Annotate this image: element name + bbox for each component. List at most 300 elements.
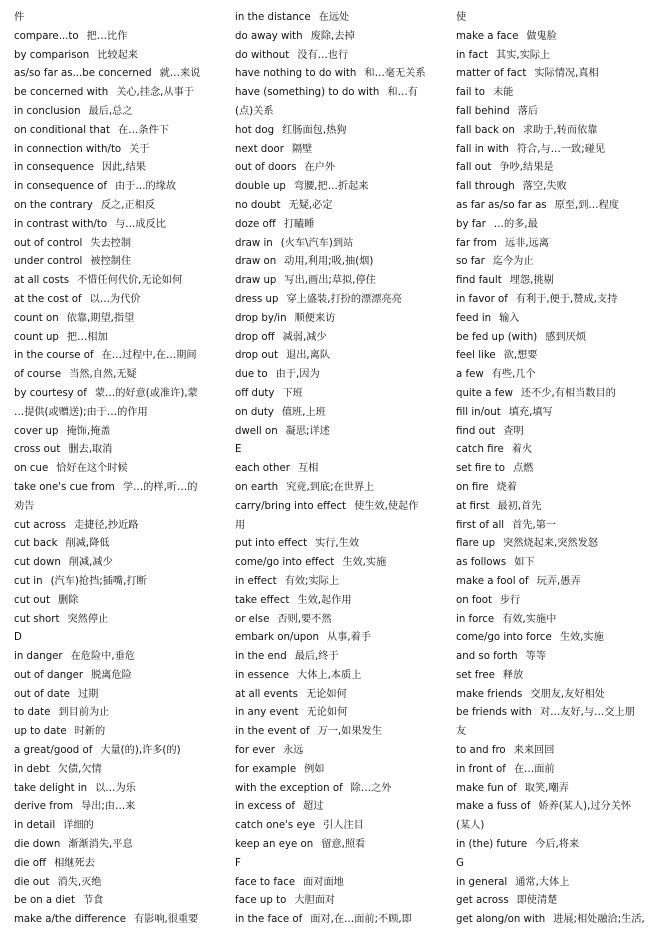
phrase-translation: 导出;由…来	[81, 801, 136, 813]
phrase-term: get across	[456, 895, 509, 907]
phrase-translation: 时新的	[74, 726, 106, 738]
phrase-entry	[235, 611, 438, 630]
phrase-translation: 在户外	[304, 162, 335, 174]
phrase-term: put into effect	[235, 538, 308, 550]
phrase-translation: (火车\汽车)到站	[280, 237, 354, 249]
phrase-term: at the cost of	[14, 293, 82, 305]
entry-continuation	[14, 498, 219, 517]
phrase-entry	[14, 723, 219, 742]
phrase-term: keep an eye on	[235, 839, 314, 851]
phrase-term: on fire	[456, 481, 489, 493]
phrase-term: in fact	[456, 49, 488, 61]
phrase-entry	[14, 592, 219, 611]
phrase-entry	[235, 686, 438, 705]
phrase-translation: 删去,取消	[68, 444, 113, 456]
phrase-term: count on	[14, 312, 59, 324]
phrase-translation: 如下	[514, 557, 535, 569]
phrase-translation: …提供(或赠送);由于…的作用	[14, 406, 148, 418]
phrase-term: be fed up (with)	[456, 331, 538, 343]
phrase-term: draw up	[235, 275, 277, 287]
phrase-entry	[456, 686, 659, 705]
phrase-term: out of control	[14, 237, 83, 249]
phrase-entry	[235, 385, 438, 404]
phrase-translation: 除…之外	[350, 782, 392, 794]
phrase-term: in (the) future	[456, 839, 528, 851]
phrase-entry	[14, 874, 219, 893]
phrase-translation: 关心,挂念,从事于	[116, 87, 194, 99]
phrase-entry	[14, 704, 219, 723]
phrase-translation: 在…面前	[513, 763, 555, 775]
phrase-term: far from	[456, 237, 497, 249]
column-right	[456, 9, 659, 930]
phrase-entry	[14, 911, 219, 930]
phrase-term: fail to	[456, 87, 485, 99]
phrase-term: come/go into effect	[235, 557, 335, 569]
phrase-translation: 下班	[282, 387, 303, 399]
phrase-term: on duty	[235, 406, 274, 418]
phrase-translation: 点燃	[512, 463, 534, 475]
phrase-translation: 无疑,必定	[288, 199, 333, 211]
phrase-term: out of doors	[235, 162, 297, 174]
phrase-translation: 有些,几个	[491, 369, 536, 381]
phrase-translation: 最后,总之	[88, 105, 133, 117]
phrase-term: in the end	[235, 651, 287, 663]
phrase-translation: 比较起来	[97, 49, 138, 61]
section-heading	[14, 9, 219, 28]
phrase-translation: 实际情况,真相	[534, 68, 599, 80]
phrase-translation: 在…条件下	[118, 124, 169, 136]
phrase-entry	[456, 141, 659, 160]
phrase-translation: 废除,去掉	[310, 30, 355, 42]
section-heading	[235, 855, 438, 874]
phrase-entry	[235, 629, 438, 648]
phrase-term: a few	[456, 369, 484, 381]
phrase-term: in the event of	[235, 726, 310, 738]
phrase-term: flare up	[456, 538, 496, 550]
phrase-translation: 把…相加	[66, 331, 108, 343]
heading-text: E	[235, 444, 242, 456]
phrase-entry	[14, 65, 219, 84]
phrase-entry	[456, 780, 659, 799]
phrase-entry	[14, 517, 219, 536]
phrase-entry	[456, 667, 659, 686]
phrase-entry	[235, 874, 438, 893]
phrase-term: drop out	[235, 350, 279, 362]
phrase-entry	[14, 761, 219, 780]
phrase-entry	[456, 122, 659, 141]
phrase-term: take one's cue from	[14, 481, 115, 493]
phrase-translation: 落后	[517, 105, 539, 117]
phrase-term: out of danger	[14, 669, 84, 681]
phrase-entry	[14, 441, 219, 460]
phrase-entry	[14, 291, 219, 310]
phrase-term: to date	[14, 707, 51, 719]
phrase-term: make friends	[456, 688, 523, 700]
phrase-entry	[456, 103, 659, 122]
phrase-translation: 隔壁	[291, 143, 313, 155]
phrase-entry	[235, 310, 438, 329]
entry-continuation	[235, 517, 438, 536]
phrase-term: do away with	[235, 30, 303, 42]
phrase-entry	[456, 611, 659, 630]
phrase-translation: 有影响,很重要	[133, 914, 199, 926]
phrase-entry	[14, 667, 219, 686]
phrase-term: in consequence of	[14, 181, 107, 193]
phrase-term: make a/the difference	[14, 914, 126, 926]
phrase-entry	[456, 592, 659, 611]
phrase-translation: 以…为乐	[95, 782, 136, 794]
phrase-translation: 渐渐消失,平息	[68, 839, 133, 851]
phrase-translation: 无论如何	[306, 707, 348, 719]
phrase-translation: 原至,到…程度	[554, 199, 619, 211]
phrase-entry	[235, 892, 438, 911]
phrase-entry	[456, 535, 659, 554]
phrase-term: at all events	[235, 688, 298, 700]
phrase-entry	[235, 366, 438, 385]
phrase-translation: 到目前为止	[58, 707, 110, 719]
phrase-term: with the exception of	[235, 782, 343, 794]
phrase-term: doze off	[235, 218, 276, 230]
phrase-translation: 相继死去	[54, 857, 95, 869]
section-heading	[456, 855, 659, 874]
phrase-translation: 以…为代价	[89, 293, 141, 305]
phrase-translation: 今后,将来	[535, 839, 580, 851]
phrase-entry	[235, 235, 438, 254]
phrase-translation: 因此,结果	[101, 162, 146, 174]
phrase-entry	[14, 648, 219, 667]
phrase-translation: (点)关系	[235, 105, 274, 117]
phrase-entry	[235, 761, 438, 780]
phrase-entry	[456, 648, 659, 667]
phrase-translation: 着火	[511, 444, 533, 456]
phrase-term: under control	[14, 256, 83, 268]
phrase-entry	[456, 629, 659, 648]
phrase-term: cross out	[14, 444, 61, 456]
phrase-entry	[14, 780, 219, 799]
phrase-translation: 例如	[304, 763, 325, 775]
phrase-translation: 动用,利用;吸,抽(烟)	[284, 256, 374, 268]
phrase-term: quite a few	[456, 387, 513, 399]
phrase-term: no doubt	[235, 199, 281, 211]
phrase-entry	[235, 423, 438, 442]
phrase-translation: 远非,远离	[504, 237, 549, 249]
phrase-term: in essence	[235, 669, 290, 681]
phrase-term: fall in with	[456, 143, 509, 155]
phrase-translation: 削减,降低	[65, 538, 110, 550]
phrase-term: due to	[235, 369, 268, 381]
phrase-translation: 即使清楚	[516, 895, 558, 907]
phrase-translation: 首先,第一	[512, 519, 557, 531]
phrase-term: for ever	[235, 745, 275, 757]
phrase-translation: 查明	[503, 425, 524, 437]
phrase-entry	[235, 122, 438, 141]
phrase-term: be on a diet	[14, 895, 75, 907]
phrase-term: fall back on	[456, 124, 515, 136]
phrase-term: matter of fact	[456, 68, 527, 80]
phrase-term: cut across	[14, 519, 66, 531]
phrase-translation: 依靠,期望,指望	[66, 312, 135, 324]
phrase-translation: (某人)	[456, 820, 485, 832]
phrase-entry	[235, 667, 438, 686]
phrase-translation: 从事,着手	[326, 632, 371, 644]
phrase-translation: 欠债,欠情	[57, 763, 102, 775]
phrase-term: die out	[14, 876, 50, 888]
phrase-entry	[235, 798, 438, 817]
phrase-entry	[235, 291, 438, 310]
phrase-term: get along/on with	[456, 914, 546, 926]
phrase-entry	[456, 310, 659, 329]
phrase-translation: 互相	[297, 463, 319, 475]
phrase-entry	[14, 141, 219, 160]
phrase-translation: 过期	[77, 688, 99, 700]
phrase-translation: 打瞌睡	[283, 218, 315, 230]
phrase-entry	[456, 347, 659, 366]
phrase-entry	[456, 460, 659, 479]
phrase-translation: 就…来说	[159, 68, 201, 80]
phrase-term: have nothing to do with	[235, 68, 357, 80]
phrase-translation: 在…过程中,在…期间	[101, 350, 197, 362]
phrase-entry	[235, 592, 438, 611]
phrase-term: in detail	[14, 820, 56, 832]
phrase-translation: 减弱,减少	[282, 331, 327, 343]
phrase-term: face up to	[235, 895, 287, 907]
phrase-term: in the face of	[235, 914, 303, 926]
phrase-translation: 求助于,转而依靠	[522, 124, 598, 136]
phrase-translation: 学…的样,听…的	[122, 481, 198, 493]
phrase-translation: 大体上,本质上	[297, 669, 362, 681]
section-heading	[14, 629, 219, 648]
phrase-translation: 脱离危险	[91, 669, 132, 681]
phrase-term: draw in	[235, 237, 273, 249]
phrase-translation: 对…友好,与…交上朋	[539, 707, 635, 719]
phrase-entry	[235, 723, 438, 742]
heading-text: G	[456, 857, 464, 869]
phrase-translation: 生效,实施	[342, 557, 387, 569]
phrase-translation: 其实,实际上	[495, 49, 551, 61]
phrase-entry	[235, 9, 438, 28]
phrase-entry	[235, 573, 438, 592]
phrase-term: on the contrary	[14, 199, 93, 211]
phrase-entry	[14, 385, 219, 404]
phrase-translation: 恰好在这个时候	[56, 463, 128, 475]
phrase-term: be friends with	[456, 707, 532, 719]
phrase-translation: 落空,失败	[522, 181, 567, 193]
phrase-term: as/so far as...be concerned	[14, 68, 152, 80]
phrase-entry	[456, 28, 659, 47]
phrase-entry	[456, 911, 659, 930]
phrase-translation: 超过	[303, 801, 324, 813]
phrase-term: die off	[14, 857, 47, 869]
phrase-entry	[456, 836, 659, 855]
phrase-translation: 永远	[283, 745, 304, 757]
entry-continuation	[14, 404, 219, 423]
phrase-term: do without	[235, 49, 290, 61]
column-left	[14, 9, 219, 930]
phrase-entry	[456, 798, 659, 817]
phrase-translation: 当然,自然,无疑	[69, 369, 137, 381]
phrase-translation: 烧着	[496, 481, 517, 493]
phrase-translation: 符合,与…一致;碰见	[516, 143, 606, 155]
phrase-term: at first	[456, 500, 490, 512]
phrase-translation: 关于	[129, 143, 150, 155]
phrase-entry	[235, 47, 438, 66]
phrase-translation: 欲,想要	[503, 350, 538, 362]
phrase-translation: 突然烧起来,突然发怒	[503, 538, 598, 550]
phrase-term: catch fire	[456, 444, 504, 456]
entry-continuation	[456, 723, 659, 742]
section-heading	[456, 9, 659, 28]
phrase-entry	[456, 84, 659, 103]
phrase-translation: 在危险中,垂危	[70, 651, 135, 663]
phrase-entry	[14, 216, 219, 235]
phrase-entry	[456, 423, 659, 442]
phrase-translation: 凝思;详述	[285, 425, 330, 437]
phrase-translation: 掩饰,掩盖	[66, 425, 111, 437]
phrase-translation: 消失,灭绝	[57, 876, 102, 888]
phrase-entry	[235, 197, 438, 216]
phrase-term: take delight in	[14, 782, 88, 794]
phrase-translation: 节食	[82, 895, 104, 907]
phrase-entry	[235, 704, 438, 723]
column-middle	[235, 9, 438, 930]
phrase-term: feed in	[456, 312, 492, 324]
phrase-term: face to face	[235, 876, 296, 888]
phrase-term: cut down	[14, 557, 61, 569]
phrase-translation: 最初,首先	[497, 500, 542, 512]
phrase-entry	[456, 272, 659, 291]
phrase-translation: 值班,上班	[281, 406, 326, 418]
phrase-translation: 和…有	[387, 87, 418, 99]
phrase-term: first of all	[456, 519, 505, 531]
phrase-term: in any event	[235, 707, 299, 719]
phrase-entry	[235, 554, 438, 573]
phrase-entry	[456, 253, 659, 272]
phrase-translation: 没有…也行	[297, 49, 349, 61]
phrase-term: cover up	[14, 425, 59, 437]
phrase-translation: 埋怨,挑剔	[509, 275, 554, 287]
phrase-entry	[456, 178, 659, 197]
phrase-translation: 争吵,结果是	[499, 162, 554, 174]
phrase-entry	[14, 197, 219, 216]
phrase-translation: 玩弄,愚弄	[536, 575, 581, 587]
phrase-entry	[456, 385, 659, 404]
phrase-term: on cue	[14, 463, 49, 475]
phrase-entry	[456, 216, 659, 235]
phrase-entry	[14, 836, 219, 855]
phrase-entry	[235, 65, 438, 84]
phrase-term: at all costs	[14, 275, 70, 287]
phrase-term: draw on	[235, 256, 277, 268]
phrase-entry	[235, 84, 438, 103]
phrase-entry	[456, 761, 659, 780]
phrase-term: each other	[235, 463, 290, 475]
phrase-entry	[235, 911, 438, 930]
phrase-translation: 生效,实施	[559, 632, 604, 644]
phrase-term: embark on/upon	[235, 632, 319, 644]
phrase-entry	[456, 291, 659, 310]
phrase-entry	[456, 65, 659, 84]
phrase-translation: 万一,如果发生	[317, 726, 382, 738]
phrase-term: on conditional that	[14, 124, 111, 136]
phrase-translation: (汽车)抢挡;插嘴,打断	[50, 575, 147, 587]
phrase-translation: 有利于,便于,赞成,支持	[515, 293, 618, 305]
phrase-translation: 做鬼脸	[526, 30, 557, 42]
phrase-term: derive from	[14, 801, 73, 813]
phrase-entry	[456, 554, 659, 573]
phrase-term: in excess of	[235, 801, 296, 813]
phrase-translation: 在远处	[318, 12, 350, 23]
heading-text: 使	[456, 12, 467, 23]
phrase-term: make a face	[456, 30, 519, 42]
entry-continuation	[456, 817, 659, 836]
phrase-entry	[14, 686, 219, 705]
phrase-entry	[14, 554, 219, 573]
phrase-translation: 否则,要不然	[277, 613, 332, 625]
phrase-term: cut short	[14, 613, 60, 625]
phrase-entry	[14, 235, 219, 254]
phrase-term: next door	[235, 143, 284, 155]
phrase-term: cut back	[14, 538, 58, 550]
phrase-term: fall out	[456, 162, 492, 174]
phrase-translation: 反之,正相反	[100, 199, 156, 211]
phrase-term: fill in/out	[456, 406, 501, 418]
phrase-term: in danger	[14, 651, 63, 663]
phrase-translation: 不惜任何代价,无论如何	[77, 275, 183, 287]
phrase-entry	[456, 517, 659, 536]
heading-text: F	[235, 857, 241, 869]
phrase-term: a great/good of	[14, 745, 93, 757]
phrase-entry	[235, 28, 438, 47]
phrase-translation: 引人注目	[323, 820, 364, 832]
phrase-term: by comparison	[14, 49, 90, 61]
phrase-translation: 实行,生效	[315, 538, 360, 550]
phrase-translation: 有效,实施中	[502, 613, 557, 625]
phrase-term: cut out	[14, 594, 50, 606]
phrase-translation: 感到厌烦	[545, 331, 587, 343]
phrase-term: double up	[235, 181, 286, 193]
phrase-entry	[235, 742, 438, 761]
phrase-translation: 和…毫无关系	[364, 68, 426, 80]
phrase-translation: 来来回回	[513, 745, 555, 757]
phrase-term: as follows	[456, 557, 507, 569]
phrase-entry	[456, 235, 659, 254]
phrase-translation: 娇养(某人),过分关怀	[538, 801, 632, 813]
phrase-term: or else	[235, 613, 270, 625]
phrase-translation: 劝告	[14, 500, 35, 512]
phrase-translation: 使生效,使起作	[354, 500, 419, 512]
phrase-translation: 友	[456, 726, 467, 738]
phrase-entry	[456, 498, 659, 517]
phrase-translation: 取笑,嘲弄	[524, 782, 569, 794]
phrase-translation: 削减,减少	[68, 557, 113, 569]
phrase-term: in effect	[235, 575, 277, 587]
phrase-term: in the distance	[235, 12, 311, 23]
phrase-entry	[14, 817, 219, 836]
phrase-entry	[14, 310, 219, 329]
phrase-entry	[235, 817, 438, 836]
phrase-entry	[14, 253, 219, 272]
phrase-term: in connection with/to	[14, 143, 122, 155]
phrase-term: fall behind	[456, 105, 510, 117]
phrase-translation: 究竟,到底;在世界上	[286, 481, 375, 493]
phrase-entry	[235, 498, 438, 517]
phrase-term: and so forth	[456, 651, 518, 663]
phrase-translation: 被控制住	[90, 256, 132, 268]
phrase-translation: 迄今为止	[492, 256, 534, 268]
phrase-translation: 进展;相处融洽;生活,	[553, 914, 645, 926]
phrase-translation: 输入	[499, 312, 520, 324]
phrase-term: as far as/so far as	[456, 199, 547, 211]
